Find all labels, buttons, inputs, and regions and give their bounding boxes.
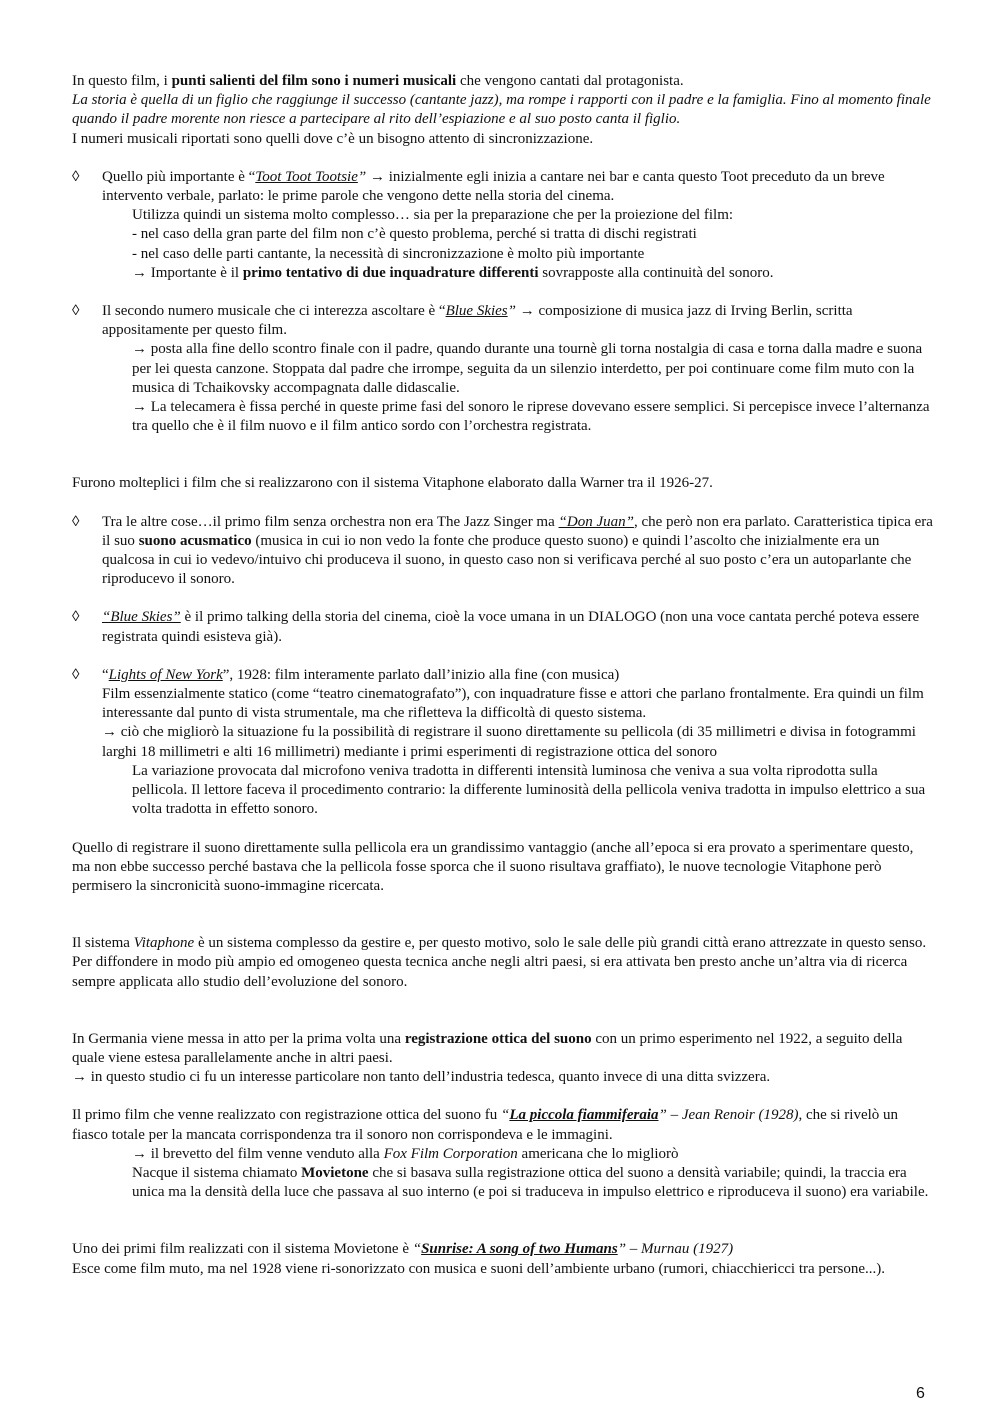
intro-story: La storia è quella di un figlio che raggiunge il successo (cantante jazz), ma rompe i rapporti con il padre e la famiglia. Fino al momento finale quando il padre morente non riesce a partecipare al rito dell’espiazione e al suo posto canta il figlio.: [72, 92, 931, 128]
sub-bold: Movietone: [301, 1164, 369, 1181]
sub-text: Importante è il: [147, 264, 243, 281]
diamond-bullet-icon: ◊: [72, 609, 80, 626]
bullet-don-juan: [72, 513, 934, 590]
sub-italic: Fox Film Corporation: [383, 1145, 518, 1162]
bullet-text: , che però non era parlato. Caratteristica tipica era il suo: [102, 513, 933, 549]
sub-line: [132, 264, 934, 283]
bullet-text: composizione di musica jazz di Irving Berlin, scritta appositamente per questo film.: [102, 303, 853, 339]
para-text: , che si rivelò un fiasco totale per la mancata corrispondenza tra il sonoro non corrispondeva e le immagini.: [72, 1107, 899, 1143]
sub-text: sovrapposte alla continuità del sonoro.: [538, 264, 774, 281]
para-text: Uno dei primi film realizzati con il sistema Movietone è: [72, 1241, 413, 1258]
para-text: è un sistema complesso da gestire e, per questo motivo, solo le sale delle più grandi città erano attrezzate in questo senso. Per diffondere in modo più ampio ed omogeneo questa tecnica anche negli altri paesi, si era attivata ben presto anche un’altra via di ricerca sempre applicata allo studio dell’evoluzione del sonoro.: [72, 935, 927, 990]
bullet-bold: suono acusmatico: [138, 532, 252, 549]
para-text: In Germania viene messa in atto per la prima volta una: [72, 1030, 405, 1047]
bullet-text: (musica in cui io non vedo la fonte che produce questo suono) e quindi l’ascolto che inizialmente era un qualcosa in cui io vedevo/intuivo chi produceva il suono, in questo caso non si verificava perché al suo posto c’era un autoparlante che riproducevo il sonoro.: [102, 532, 912, 588]
film-title: Lights of New York: [108, 666, 223, 683]
arrow-icon: →: [132, 341, 147, 358]
sub-line: [132, 340, 934, 398]
diamond-bullet-icon: ◊: [72, 303, 80, 320]
sub-text: ciò che migliorò la situazione fu la possibilità di registrare il suono direttamente su pellicola (di 35 millimetri e divisa in fotogrammi larghi 18 millimetri e alti 16 millimetri) mediante i primi esperimenti di registrazione ottica del sonoro: [102, 724, 916, 760]
sub-bold: primo tentativo di due inquadrature differenti: [242, 264, 539, 281]
sub-text: americana che lo migliorò: [517, 1145, 679, 1162]
sub-text: il brevetto del film venne venduto alla: [147, 1145, 384, 1162]
bullet-blue-skies-talking: [72, 608, 934, 646]
para-italic: “: [501, 1107, 510, 1124]
arrow-icon: →: [72, 1069, 87, 1086]
para-italic: “: [412, 1241, 422, 1258]
bullet-text: ”: [507, 303, 520, 320]
intro-text: che vengono cantati dal protagonista.: [456, 73, 684, 89]
bullet-text: “: [102, 666, 109, 683]
bullet-text: Quello più importante è “: [102, 168, 256, 185]
arrow-icon: →: [369, 168, 385, 185]
germania-paragraph: [72, 1030, 934, 1088]
sistema-paragraph: [72, 934, 934, 992]
para-text: con un primo esperimento nel 1922, a seguito della quale viene estesa parallelamente anche in altri paesi.: [72, 1030, 903, 1066]
page-number: 6: [916, 1385, 925, 1402]
para-italic: Vitaphone: [133, 935, 195, 952]
arrow-icon: →: [102, 724, 117, 741]
bullet-text: ”, 1928: film interamente parlato dall’inizio alla fine (con musica): [222, 666, 620, 683]
intro-paragraph: [72, 72, 934, 149]
para-text: Il sistema: [72, 935, 134, 952]
arrow-icon: →: [132, 1145, 147, 1162]
sub-text: posta alla fine dello scontro finale con il padre, quando durante una tournè gli torna nostalgia di casa e torna dalla madre e suona per lei questa canzone. Stoppata dal padre che irrompe, seguita da un silenzio interdetto, per poi continuare come film muto con la musica di Tchaikovsky accompagnata dalle didascalie.: [132, 341, 923, 396]
pellicola-paragraph: Quello di registrare il suono direttamente sulla pellicola era un grandissimo vantaggio (anche all’epoca si era provato a sperimentare questo, ma non ebbe successo perché bastava che la pellicola fosse sporca che il suono risultava graffiato), le nuove tecnologie Vitaphone però permisero la sincronicità suono-immagine ricercata.: [72, 839, 914, 894]
bullet-text: ”: [357, 168, 370, 185]
arrow-icon: →: [132, 264, 147, 281]
sub-line: [132, 1145, 934, 1164]
vitaphone-paragraph: Furono molteplici i film che si realizzarono con il sistema Vitaphone elaborato dalla Warner tra il 1926-27.: [72, 475, 713, 492]
bullet-toot-toot-tootsie: [72, 168, 934, 283]
bullet-text: Il secondo numero musicale che ci interezza ascoltare è “: [102, 303, 446, 320]
arrow-icon: →: [519, 303, 535, 320]
diamond-bullet-icon: ◊: [72, 513, 80, 530]
film-title: La piccola fiammiferaia: [509, 1107, 659, 1124]
arrow-icon: →: [132, 399, 147, 416]
sub-line: [132, 1164, 934, 1202]
film-title: Toot Toot Tootsie: [255, 168, 358, 185]
intro-bold: punti salienti del film sono i numeri musicali: [171, 73, 457, 89]
para-text: Esce come film muto, ma nel 1928 viene ri-sonorizzato con musica e suoni dell’ambiente urbano (rumori, chiacchiericci tra persone...).: [72, 1260, 886, 1277]
bullet-lights-of-new-york: [72, 666, 934, 820]
para-text: Il primo film che venne realizzato con registrazione ottica del suono fu: [72, 1107, 502, 1124]
film-title: “Blue Skies”: [102, 609, 181, 626]
diamond-bullet-icon: ◊: [72, 666, 80, 683]
para-text: in questo studio ci fu un interesse particolare non tanto dell’industria tedesca, quanto invece di una ditta svizzera.: [87, 1069, 771, 1086]
sub-text: La telecamera è fissa perché in queste prime fasi del sonoro le riprese dovevano essere semplici. Si percepisce invece l’alternanza tra quello che è il film nuovo e il film antico sordo con l’orchestra registrata.: [132, 399, 930, 435]
film-title: Blue Skies: [445, 303, 508, 320]
sub-line: La variazione provocata dal microfono veniva tradotta in differenti intensità luminosa che veniva a sua volta riprodotta sulla pellicola. Il lettore faceva il procedimento contrario: la differente luminosità della pellicola veniva tradotta in impulso elettrico a sua volta tradotta in effetto sonoro.: [132, 762, 926, 818]
para-bold: registrazione ottica del suono: [404, 1030, 592, 1047]
sub-line: Utilizza quindi un sistema molto complesso… sia per la preparazione che per la proiezione del film:: [132, 207, 734, 224]
bullet-text: inizialmente egli inizia a cantare nei bar e canta questo Toot preceduto da un breve intervento verbale, parlato: le prime parole che vengono dette nella storia del cinema.: [102, 168, 885, 205]
intro-text: In questo film, i: [72, 73, 172, 89]
sub-line: - nel caso della gran parte del film non c’è questo problema, perché si tratta di dischi registrati: [132, 226, 697, 243]
primo-film-paragraph: [72, 1106, 934, 1202]
document-page: [72, 72, 934, 1279]
sub-text: che si basava sulla registrazione ottica del suono a densità variabile; quindi, la traccia era unica ma la densità della luce che passava al suo interno (e poi si traduceva in impulso elettrico e riproduceva il suono) era variabile.: [132, 1164, 929, 1201]
para-italic: ” – Murnau (1927): [617, 1241, 734, 1258]
diamond-bullet-icon: ◊: [72, 168, 80, 185]
sub-line: Film essenzialmente statico (come “teatro cinematografato”), con inquadrature fisse e attori che parlano frontalmente. Era quindi un film interessante dal punto di vista strumentale, ma che rifletteva la difficoltà di questo sistema.: [102, 686, 924, 722]
sub-text: Nacque il sistema chiamato: [132, 1164, 302, 1181]
bullet-text: è il primo talking della storia del cinema, cioè la voce umana in un DIALOGO (non una voce cantata perché poteva essere registrata quindi esisteva già).: [102, 609, 920, 645]
film-title: “Don Juan”: [558, 513, 634, 530]
sunrise-paragraph: [72, 1240, 934, 1278]
bullet-blue-skies: [72, 302, 934, 436]
sub-line: [132, 398, 934, 436]
para-italic: ” – Jean Renoir (1928): [658, 1107, 799, 1124]
bullet-text: Tra le altre cose…il primo film senza orchestra non era The Jazz Singer ma: [102, 513, 559, 530]
sub-line: [102, 723, 934, 761]
film-title: Sunrise: A song of two Humans: [421, 1241, 618, 1258]
sub-line: - nel caso delle parti cantante, la necessità di sincronizzazione è molto più importante: [132, 245, 645, 262]
intro-note: I numeri musicali riportati sono quelli dove c’è un bisogno attento di sincronizzazione.: [72, 130, 594, 147]
